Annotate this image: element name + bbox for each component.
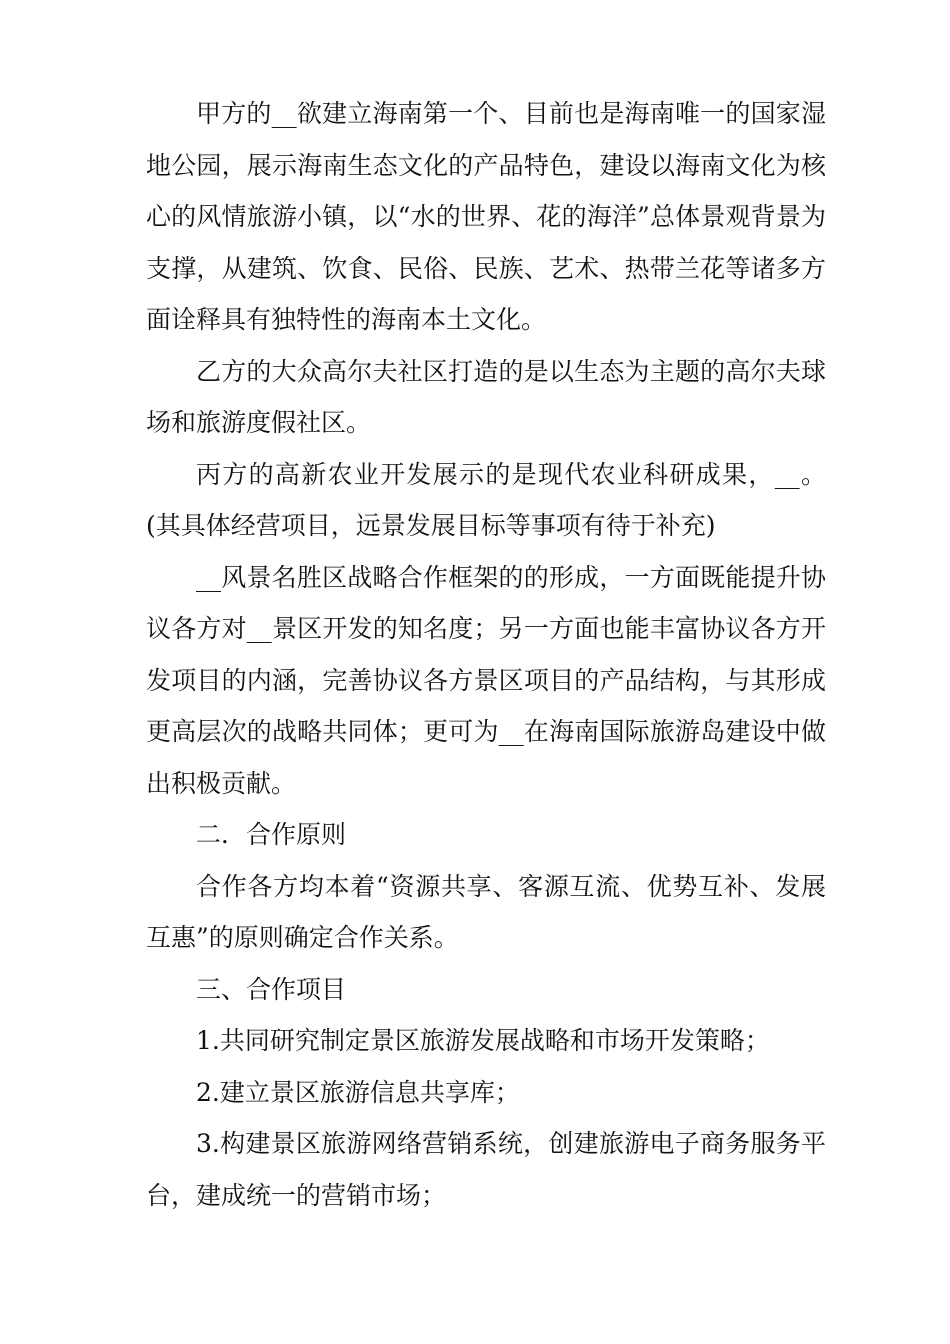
section-heading-projects: 三、合作项目 [196,974,347,1004]
section-heading-principles: 二．合作原则 [196,820,347,849]
paragraph-principles: 合作各方均本着“资源共享、客源互流、优势互补、发展互惠”的原则确定合作关系。 [146,871,826,952]
paragraph-party-c: 丙方的高新农业开发展示的是现代农业科研成果，__。(其具体经营项目，远景发展目标等事项有待于补充) [146,459,826,540]
paragraph-party-b: 乙方的大众高尔夫社区打造的是以生态为主题的高尔夫球场和旅游度假社区。 [146,356,826,437]
paragraph-framework: __风景名胜区战略合作框架的的形成，一方面既能提升协议各方对__景区开发的知名度；另一方面也能丰富协议各方开发项目的内涵，完善协议各方景区项目的产品结构，与其形成更高层次的战略共同体；更可为__在海南国际旅游岛建设中做出积极贡献。 [146,562,826,798]
list-item-project-1: 1.共同研究制定景区旅游发展战略和市场开发策略； [196,1026,770,1055]
paragraph-party-a: 甲方的__欲建立海南第一个、目前也是海南唯一的国家湿地公园，展示海南生态文化的产品特色，建设以海南文化为核心的风情旅游小镇，以“水的世界、花的海洋”总体景观背景为支撑，从建筑、饮食、民俗、民族、艺术、热带兰花等诸多方面诠释具有独特性的海南本土文化。 [146,99,826,334]
list-item-project-2: 2.建立景区旅游信息共享库； [196,1077,520,1107]
list-item-project-3: 3.构建景区旅游网络营销系统，创建旅游电子商务服务平台，建成统一的营销市场； [146,1129,826,1210]
document-body [146,88,826,1221]
